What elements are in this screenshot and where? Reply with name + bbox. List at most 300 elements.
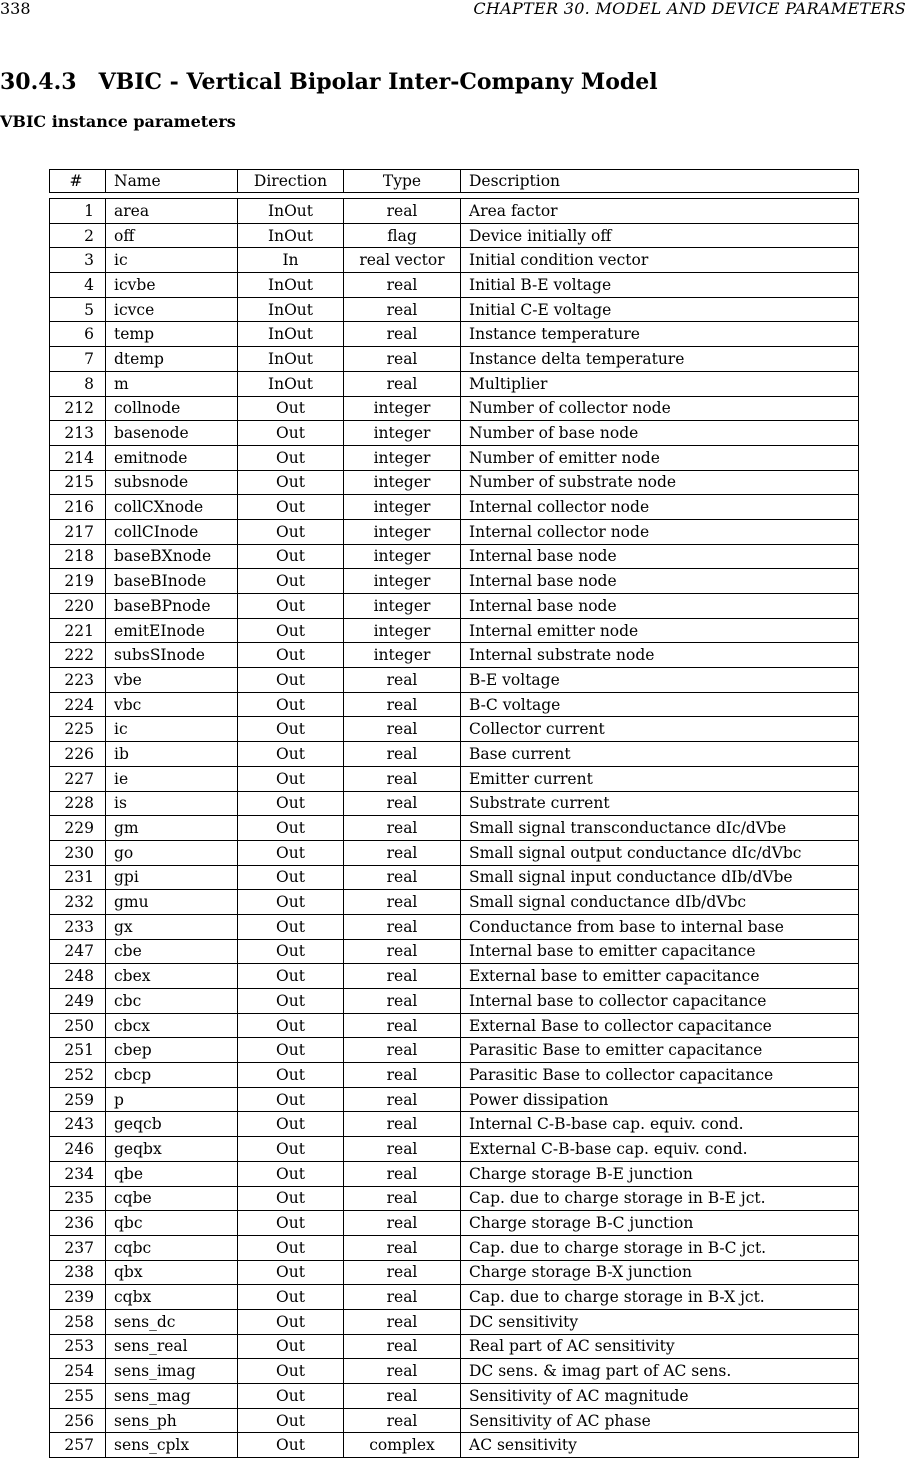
cell-number: 226 — [50, 742, 106, 767]
subsection-heading: VBIC instance parameters — [0, 112, 236, 131]
cell-number: 230 — [50, 840, 106, 865]
cell-name: cqbe — [106, 1186, 238, 1211]
table-row — [50, 445, 859, 470]
cell-number: 225 — [50, 717, 106, 742]
table-row — [50, 816, 859, 841]
cell-type: real — [344, 1334, 461, 1359]
cell-direction: Out — [238, 1235, 344, 1260]
cell-type: real — [344, 939, 461, 964]
cell-description: Charge storage B-C junction — [461, 1211, 859, 1236]
table-row — [50, 643, 859, 668]
cell-type: real — [344, 964, 461, 989]
cell-direction: InOut — [238, 371, 344, 396]
table-row — [50, 1063, 859, 1088]
cell-name: cbep — [106, 1038, 238, 1063]
cell-number: 249 — [50, 989, 106, 1014]
table-row — [50, 248, 859, 273]
cell-name: emitEInode — [106, 618, 238, 643]
cell-number: 254 — [50, 1359, 106, 1384]
cell-description: Instance temperature — [461, 322, 859, 347]
cell-number: 215 — [50, 470, 106, 495]
cell-type: real — [344, 816, 461, 841]
chapter-title: CHAPTER 30. MODEL AND DEVICE PARAMETERS — [473, 0, 906, 18]
cell-number: 5 — [50, 297, 106, 322]
cell-type: complex — [344, 1433, 461, 1458]
cell-direction: Out — [238, 1334, 344, 1359]
cell-name: cbc — [106, 989, 238, 1014]
cell-type: flag — [344, 223, 461, 248]
table-row — [50, 273, 859, 298]
cell-description: Small signal transconductance dIc/dVbe — [461, 816, 859, 841]
cell-number: 236 — [50, 1211, 106, 1236]
cell-description: Number of base node — [461, 421, 859, 446]
cell-description: Internal base node — [461, 544, 859, 569]
cell-name: cbcx — [106, 1013, 238, 1038]
cell-type: integer — [344, 470, 461, 495]
cell-description: Substrate current — [461, 791, 859, 816]
cell-direction: InOut — [238, 347, 344, 372]
cell-name: is — [106, 791, 238, 816]
cell-type: real — [344, 914, 461, 939]
cell-description: Multiplier — [461, 371, 859, 396]
cell-number: 250 — [50, 1013, 106, 1038]
cell-description: Internal base node — [461, 594, 859, 619]
cell-direction: Out — [238, 964, 344, 989]
cell-direction: Out — [238, 1161, 344, 1186]
cell-type: real — [344, 865, 461, 890]
cell-direction: Out — [238, 1408, 344, 1433]
cell-description: Sensitivity of AC magnitude — [461, 1384, 859, 1409]
cell-type: real — [344, 1161, 461, 1186]
cell-type: integer — [344, 544, 461, 569]
cell-description: Emitter current — [461, 766, 859, 791]
cell-direction: Out — [238, 742, 344, 767]
cell-name: baseBXnode — [106, 544, 238, 569]
cell-type: real — [344, 1112, 461, 1137]
table-row — [50, 1334, 859, 1359]
table-row — [50, 791, 859, 816]
table-row — [50, 989, 859, 1014]
cell-number: 212 — [50, 396, 106, 421]
cell-description: Device initially off — [461, 223, 859, 248]
table-row — [50, 717, 859, 742]
cell-direction: Out — [238, 914, 344, 939]
cell-type: real vector — [344, 248, 461, 273]
cell-name: qbc — [106, 1211, 238, 1236]
table-row — [50, 421, 859, 446]
cell-description: Internal collector node — [461, 519, 859, 544]
table-row — [50, 1433, 859, 1458]
table-row — [50, 692, 859, 717]
cell-direction: Out — [238, 569, 344, 594]
cell-type: real — [344, 1359, 461, 1384]
cell-type: real — [344, 668, 461, 693]
cell-number: 246 — [50, 1137, 106, 1162]
column-header-name: Name — [106, 170, 238, 193]
cell-type: real — [344, 692, 461, 717]
table-row — [50, 668, 859, 693]
cell-description: B-C voltage — [461, 692, 859, 717]
cell-direction: Out — [238, 519, 344, 544]
cell-type: real — [344, 1384, 461, 1409]
cell-name: collnode — [106, 396, 238, 421]
cell-direction: Out — [238, 1137, 344, 1162]
table-row — [50, 347, 859, 372]
cell-name: area — [106, 199, 238, 224]
cell-description: Collector current — [461, 717, 859, 742]
cell-number: 253 — [50, 1334, 106, 1359]
cell-type: real — [344, 1013, 461, 1038]
table-row — [50, 840, 859, 865]
cell-number: 216 — [50, 495, 106, 520]
table-row — [50, 1408, 859, 1433]
cell-number: 219 — [50, 569, 106, 594]
cell-direction: Out — [238, 1211, 344, 1236]
table-row — [50, 742, 859, 767]
cell-name: cbex — [106, 964, 238, 989]
cell-type: integer — [344, 495, 461, 520]
cell-name: subsnode — [106, 470, 238, 495]
table-row — [50, 1161, 859, 1186]
cell-name: ib — [106, 742, 238, 767]
cell-direction: Out — [238, 396, 344, 421]
cell-name: collCXnode — [106, 495, 238, 520]
cell-description: Internal emitter node — [461, 618, 859, 643]
cell-description: Initial condition vector — [461, 248, 859, 273]
cell-name: collCInode — [106, 519, 238, 544]
cell-direction: Out — [238, 840, 344, 865]
cell-description: DC sens. & imag part of AC sens. — [461, 1359, 859, 1384]
cell-type: real — [344, 1087, 461, 1112]
cell-name: gm — [106, 816, 238, 841]
cell-type: integer — [344, 421, 461, 446]
cell-name: baseBPnode — [106, 594, 238, 619]
cell-name: vbc — [106, 692, 238, 717]
cell-name: gx — [106, 914, 238, 939]
cell-name: cqbc — [106, 1235, 238, 1260]
cell-number: 232 — [50, 890, 106, 915]
cell-direction: Out — [238, 1384, 344, 1409]
cell-description: Cap. due to charge storage in B-E jct. — [461, 1186, 859, 1211]
cell-number: 221 — [50, 618, 106, 643]
cell-number: 2 — [50, 223, 106, 248]
cell-number: 228 — [50, 791, 106, 816]
cell-name: basenode — [106, 421, 238, 446]
cell-type: real — [344, 766, 461, 791]
table-row — [50, 1384, 859, 1409]
cell-name: icvbe — [106, 273, 238, 298]
cell-type: integer — [344, 519, 461, 544]
table-row — [50, 618, 859, 643]
cell-number: 217 — [50, 519, 106, 544]
table-row — [50, 223, 859, 248]
cell-direction: Out — [238, 544, 344, 569]
cell-name: dtemp — [106, 347, 238, 372]
cell-description: Parasitic Base to collector capacitance — [461, 1063, 859, 1088]
table-row — [50, 766, 859, 791]
cell-direction: Out — [238, 1309, 344, 1334]
cell-direction: InOut — [238, 273, 344, 298]
cell-name: cbcp — [106, 1063, 238, 1088]
cell-number: 222 — [50, 643, 106, 668]
cell-name: cqbx — [106, 1285, 238, 1310]
cell-description: Power dissipation — [461, 1087, 859, 1112]
table-row — [50, 1260, 859, 1285]
table-row — [50, 1309, 859, 1334]
cell-direction: Out — [238, 1013, 344, 1038]
cell-name: sens_mag — [106, 1384, 238, 1409]
cell-type: real — [344, 199, 461, 224]
cell-type: real — [344, 297, 461, 322]
cell-direction: Out — [238, 495, 344, 520]
table-row — [50, 495, 859, 520]
cell-type: real — [344, 791, 461, 816]
cell-direction: Out — [238, 470, 344, 495]
cell-direction: Out — [238, 816, 344, 841]
cell-number: 258 — [50, 1309, 106, 1334]
cell-description: External C-B-base cap. equiv. cond. — [461, 1137, 859, 1162]
cell-number: 256 — [50, 1408, 106, 1433]
cell-description: Sensitivity of AC phase — [461, 1408, 859, 1433]
cell-number: 220 — [50, 594, 106, 619]
cell-description: Internal C-B-base cap. equiv. cond. — [461, 1112, 859, 1137]
table-row — [50, 964, 859, 989]
cell-description: Initial B-E voltage — [461, 273, 859, 298]
cell-direction: Out — [238, 668, 344, 693]
cell-direction: Out — [238, 939, 344, 964]
cell-name: ic — [106, 717, 238, 742]
cell-name: sens_imag — [106, 1359, 238, 1384]
table-row — [50, 396, 859, 421]
cell-direction: Out — [238, 766, 344, 791]
cell-direction: InOut — [238, 223, 344, 248]
cell-number: 234 — [50, 1161, 106, 1186]
cell-name: gmu — [106, 890, 238, 915]
cell-type: real — [344, 1038, 461, 1063]
cell-description: Real part of AC sensitivity — [461, 1334, 859, 1359]
cell-number: 259 — [50, 1087, 106, 1112]
cell-number: 218 — [50, 544, 106, 569]
table-row — [50, 1137, 859, 1162]
cell-name: baseBInode — [106, 569, 238, 594]
cell-name: qbx — [106, 1260, 238, 1285]
table-row — [50, 1235, 859, 1260]
cell-direction: Out — [238, 989, 344, 1014]
parameter-table-body — [50, 199, 859, 1458]
cell-description: Instance delta temperature — [461, 347, 859, 372]
cell-direction: Out — [238, 594, 344, 619]
cell-number: 4 — [50, 273, 106, 298]
cell-name: ie — [106, 766, 238, 791]
table-row — [50, 1013, 859, 1038]
table-row — [50, 1087, 859, 1112]
cell-direction: Out — [238, 1433, 344, 1458]
cell-name: p — [106, 1087, 238, 1112]
cell-number: 3 — [50, 248, 106, 273]
cell-direction: In — [238, 248, 344, 273]
column-header-type: Type — [344, 170, 461, 193]
cell-direction: Out — [238, 1260, 344, 1285]
cell-type: real — [344, 1137, 461, 1162]
cell-type: real — [344, 273, 461, 298]
section-number: 30.4.3 — [0, 69, 77, 95]
cell-direction: Out — [238, 1112, 344, 1137]
cell-name: go — [106, 840, 238, 865]
cell-direction: Out — [238, 865, 344, 890]
cell-name: icvce — [106, 297, 238, 322]
cell-type: integer — [344, 618, 461, 643]
table-row — [50, 199, 859, 224]
cell-number: 233 — [50, 914, 106, 939]
cell-description: Area factor — [461, 199, 859, 224]
cell-number: 214 — [50, 445, 106, 470]
cell-number: 239 — [50, 1285, 106, 1310]
cell-type: real — [344, 840, 461, 865]
cell-number: 237 — [50, 1235, 106, 1260]
section-heading — [0, 68, 658, 96]
cell-name: geqbx — [106, 1137, 238, 1162]
cell-name: gpi — [106, 865, 238, 890]
cell-name: sens_ph — [106, 1408, 238, 1433]
table-row — [50, 544, 859, 569]
cell-direction: InOut — [238, 199, 344, 224]
cell-name: qbe — [106, 1161, 238, 1186]
table-row — [50, 519, 859, 544]
cell-number: 243 — [50, 1112, 106, 1137]
cell-direction: Out — [238, 618, 344, 643]
cell-name: m — [106, 371, 238, 396]
cell-direction: Out — [238, 791, 344, 816]
cell-description: Parasitic Base to emitter capacitance — [461, 1038, 859, 1063]
cell-type: real — [344, 890, 461, 915]
cell-description: Internal base to emitter capacitance — [461, 939, 859, 964]
cell-description: Number of substrate node — [461, 470, 859, 495]
table-row — [50, 1211, 859, 1236]
cell-description: DC sensitivity — [461, 1309, 859, 1334]
cell-direction: InOut — [238, 297, 344, 322]
page-number: 338 — [0, 0, 31, 18]
cell-number: 213 — [50, 421, 106, 446]
cell-name: ic — [106, 248, 238, 273]
cell-type: real — [344, 717, 461, 742]
table-row — [50, 1112, 859, 1137]
table-row — [50, 939, 859, 964]
cell-direction: Out — [238, 1087, 344, 1112]
cell-number: 231 — [50, 865, 106, 890]
cell-description: Internal base to collector capacitance — [461, 989, 859, 1014]
cell-description: Base current — [461, 742, 859, 767]
cell-description: Internal substrate node — [461, 643, 859, 668]
cell-description: External Base to collector capacitance — [461, 1013, 859, 1038]
cell-type: real — [344, 1235, 461, 1260]
cell-description: Cap. due to charge storage in B-C jct. — [461, 1235, 859, 1260]
cell-description: AC sensitivity — [461, 1433, 859, 1458]
cell-direction: Out — [238, 1038, 344, 1063]
cell-number: 238 — [50, 1260, 106, 1285]
table-row — [50, 470, 859, 495]
cell-name: geqcb — [106, 1112, 238, 1137]
cell-name: sens_dc — [106, 1309, 238, 1334]
cell-number: 251 — [50, 1038, 106, 1063]
cell-type: real — [344, 989, 461, 1014]
cell-description: Number of emitter node — [461, 445, 859, 470]
cell-direction: Out — [238, 1285, 344, 1310]
cell-number: 248 — [50, 964, 106, 989]
cell-type: real — [344, 322, 461, 347]
cell-number: 8 — [50, 371, 106, 396]
cell-direction: InOut — [238, 322, 344, 347]
cell-number: 223 — [50, 668, 106, 693]
cell-type: real — [344, 1260, 461, 1285]
cell-description: B-E voltage — [461, 668, 859, 693]
cell-type: real — [344, 1408, 461, 1433]
cell-number: 247 — [50, 939, 106, 964]
cell-number: 257 — [50, 1433, 106, 1458]
cell-number: 235 — [50, 1186, 106, 1211]
cell-direction: Out — [238, 445, 344, 470]
cell-type: real — [344, 347, 461, 372]
parameter-table — [49, 198, 859, 1458]
cell-name: temp — [106, 322, 238, 347]
cell-name: sens_cplx — [106, 1433, 238, 1458]
cell-number: 227 — [50, 766, 106, 791]
cell-description: Charge storage B-X junction — [461, 1260, 859, 1285]
cell-description: Number of collector node — [461, 396, 859, 421]
section-title: VBIC - Vertical Bipolar Inter-Company Model — [98, 69, 658, 95]
table-row — [50, 890, 859, 915]
table-row — [50, 297, 859, 322]
cell-name: vbe — [106, 668, 238, 693]
cell-description: Small signal output conductance dIc/dVbc — [461, 840, 859, 865]
table-row — [50, 322, 859, 347]
cell-description: Conductance from base to internal base — [461, 914, 859, 939]
cell-name: subsSInode — [106, 643, 238, 668]
cell-direction: Out — [238, 692, 344, 717]
cell-number: 252 — [50, 1063, 106, 1088]
cell-direction: Out — [238, 1359, 344, 1384]
running-header — [0, 0, 908, 20]
cell-number: 229 — [50, 816, 106, 841]
cell-number: 255 — [50, 1384, 106, 1409]
cell-description: Small signal input conductance dIb/dVbe — [461, 865, 859, 890]
cell-description: Internal collector node — [461, 495, 859, 520]
cell-description: Charge storage B-E junction — [461, 1161, 859, 1186]
cell-description: Initial C-E voltage — [461, 297, 859, 322]
cell-type: integer — [344, 396, 461, 421]
table-row — [50, 1359, 859, 1384]
cell-name: off — [106, 223, 238, 248]
table-row — [50, 1186, 859, 1211]
table-row — [50, 371, 859, 396]
cell-direction: Out — [238, 890, 344, 915]
cell-description: External base to emitter capacitance — [461, 964, 859, 989]
cell-type: integer — [344, 594, 461, 619]
column-header-description: Description — [461, 170, 859, 193]
cell-type: integer — [344, 569, 461, 594]
cell-type: integer — [344, 445, 461, 470]
header-row — [50, 170, 859, 193]
cell-type: real — [344, 1186, 461, 1211]
cell-name: emitnode — [106, 445, 238, 470]
cell-type: integer — [344, 643, 461, 668]
cell-type: real — [344, 1285, 461, 1310]
cell-type: real — [344, 371, 461, 396]
cell-type: real — [344, 742, 461, 767]
cell-name: sens_real — [106, 1334, 238, 1359]
cell-type: real — [344, 1063, 461, 1088]
cell-type: real — [344, 1309, 461, 1334]
cell-name: cbe — [106, 939, 238, 964]
